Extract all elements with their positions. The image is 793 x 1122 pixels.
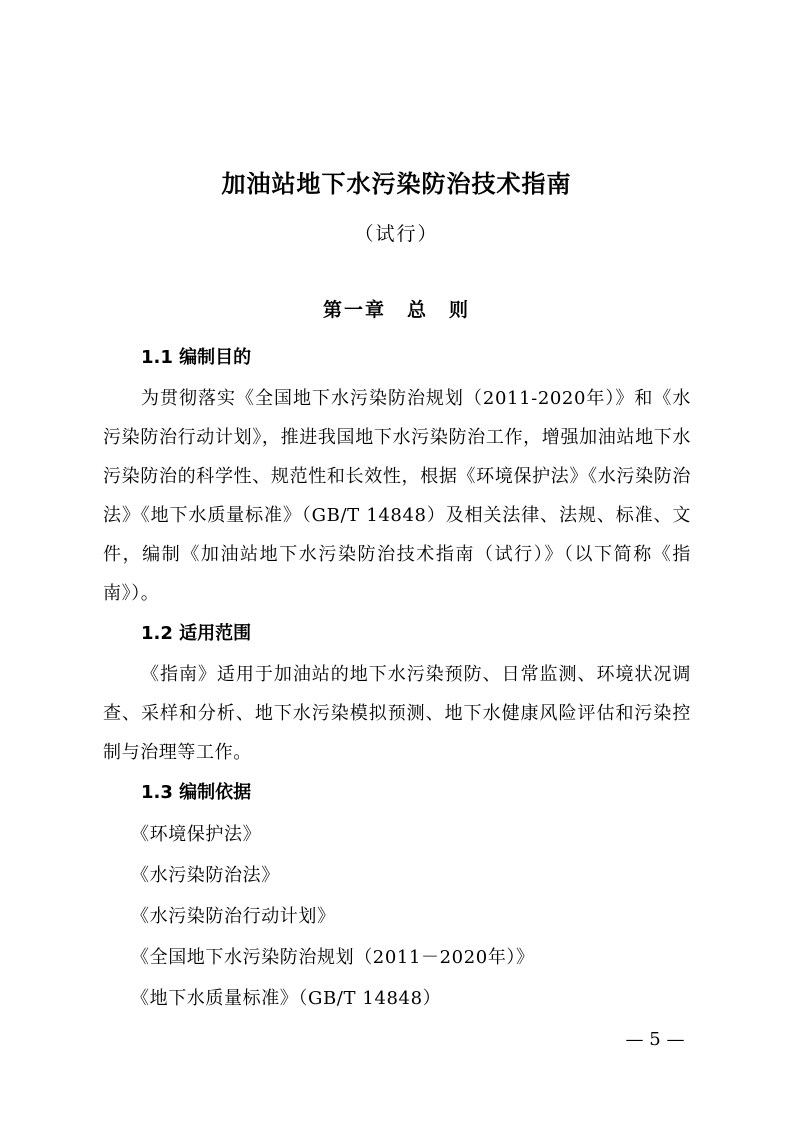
section-heading-1-3: 1.3 编制依据 (141, 782, 252, 803)
chapter-heading: 第一章 总 则 (322, 299, 470, 321)
reference-item: 《水污染防治法》 (131, 865, 280, 886)
reference-item: 《水污染防治行动计划》 (131, 906, 336, 927)
reference-item: 《全国地下水污染防治规划（2011－2020年）》 (131, 947, 535, 968)
section-heading-1-2: 1.2 适用范围 (141, 623, 252, 644)
reference-item: 《地下水质量标准》（GB/T 14848） (131, 988, 442, 1009)
document-title: 加油站地下水污染防治技术指南 (221, 170, 572, 198)
reference-item: 《环境保护法》 (131, 824, 262, 845)
section-1-1-paragraph: 为贯彻落实《全国地下水污染防治规划（2011-2020年）》和《水污染防治行动计划》，推进我国地下水污染防治工作，增强加油站地下水污染防治的科学性、规范性和长效性，根据《环境保护法》《水污染防治法》《地下水质量标准》（GB/T 14848）及相关法律、法规、标准、文件，编制《加油站地下水污染防治技术指南（试行）》（以下简称《指南》）。 (103, 388, 691, 604)
page-number: — 5 — (625, 1029, 685, 1050)
section-1-2-paragraph: 《指南》适用于加油站的地下水污染预防、日常监测、环境状况调查、采样和分析、地下水污染模拟预测、地下水健康风险评估和污染控制与治理等工作。 (103, 664, 691, 763)
document-body (103, 337, 691, 1019)
section-heading-1-1: 1.1 编制目的 (141, 347, 252, 368)
document-subtitle: （试行） (354, 223, 439, 245)
